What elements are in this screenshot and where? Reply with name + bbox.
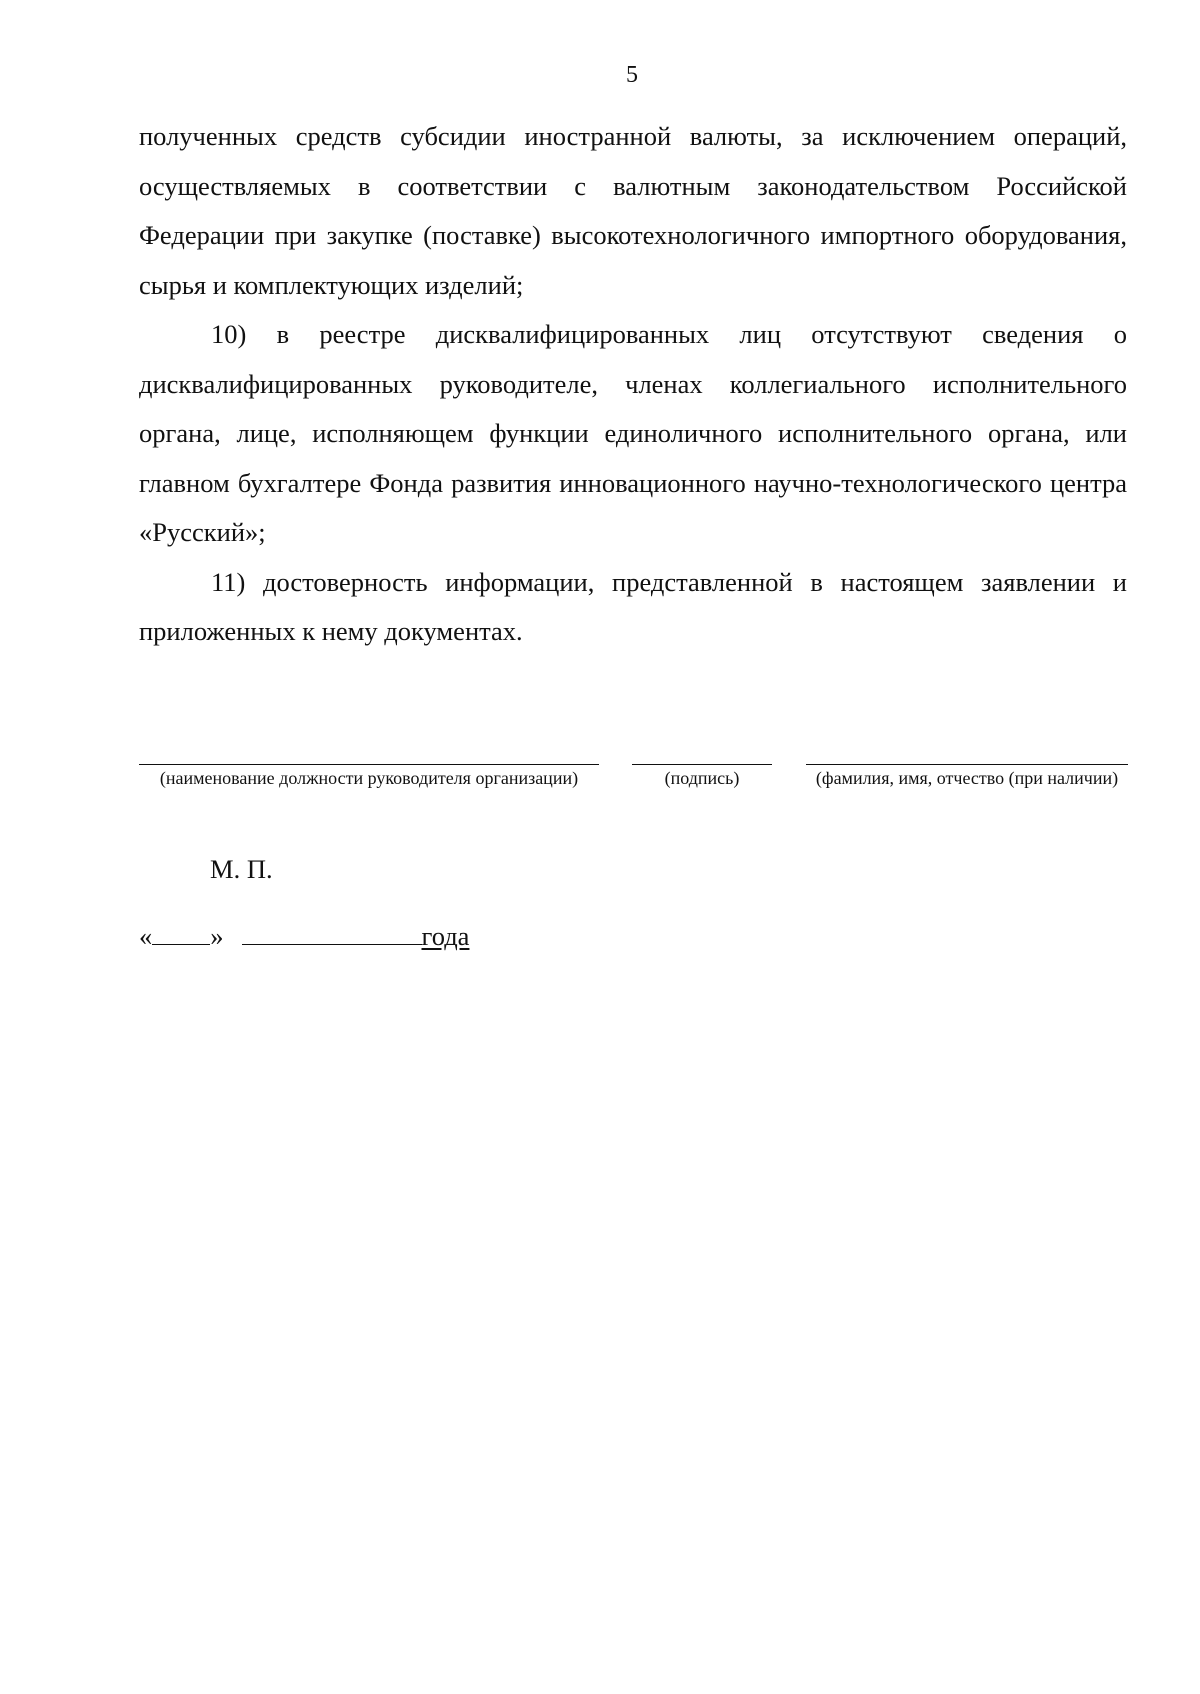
paragraph-item-11: 11) достоверность информации, представленной в настоящем заявлении и приложенных к нему документах. [139,566,1127,646]
month-blank [242,916,422,945]
fullname-field [806,764,1128,790]
stamp-place: М. П. [210,854,273,884]
position-caption: (наименование должности руководителя организации) [159,768,579,788]
year-word: года [421,920,470,951]
body-text [139,112,1127,657]
date-open-quote: « [139,920,153,951]
date-close-quote: » [210,920,224,951]
signature-field [632,764,772,790]
signature-caption: (подпись) [664,768,740,788]
page-number: 5 [626,62,638,88]
position-field [139,764,599,790]
paragraph-continuation: полученных средств субсидии иностранной валюты, за исключением операций, осуществляемых в соответствии с валютным законодательством Российской Федерации при закупке (поставке) высокотехнологичного импортного оборудования, сырья и комплектующих изделий; [139,121,1127,300]
fullname-caption: (фамилия, имя, отчество (при наличии) [815,768,1119,788]
day-blank [152,916,210,945]
date-line [139,916,469,952]
signature-block [0,764,1200,824]
paragraph-item-10: 10) в реестре дисквалифицированных лиц отсутствуют сведения о дисквалифицированных руководителе, членах коллегиального исполнительного органа, лице, исполняющем функции единоличного исполнительного органа, или главном бухгалтере Фонда развития инновационного научно-технологического центра «Русский»; [139,319,1127,547]
